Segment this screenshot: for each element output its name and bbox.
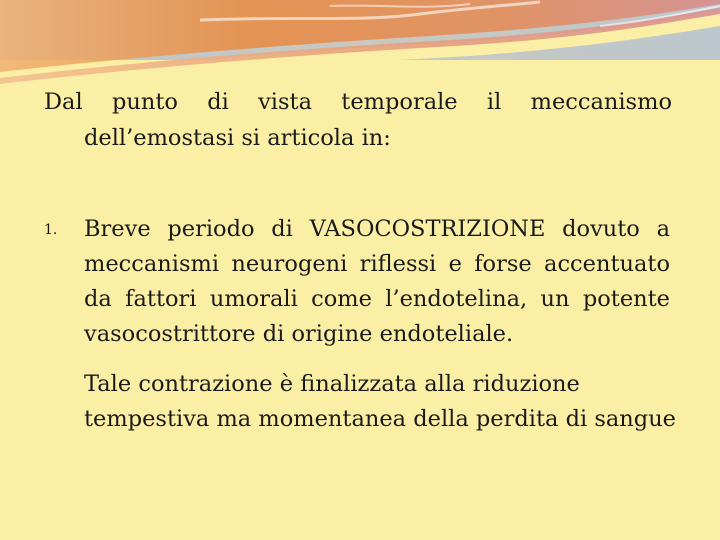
intro-line-2: dell’emostasi si articola in: (84, 125, 391, 151)
followup-paragraph: Tale contrazione è finalizzata alla riduzione tempestiva ma momentanea della perdita di sangue (84, 371, 676, 432)
list-number: 1. (44, 222, 58, 238)
list-item-paragraph: Breve periodo di VASOCOSTRIZIONE dovuto a meccanismi neurogeni riflessi e forse accentuato da fattori umorali come l’endotelina, un potente vasocostrittore di origine endoteliale. (84, 216, 670, 347)
intro-line-1: Dal punto di vista temporale il meccanismo (44, 89, 672, 115)
